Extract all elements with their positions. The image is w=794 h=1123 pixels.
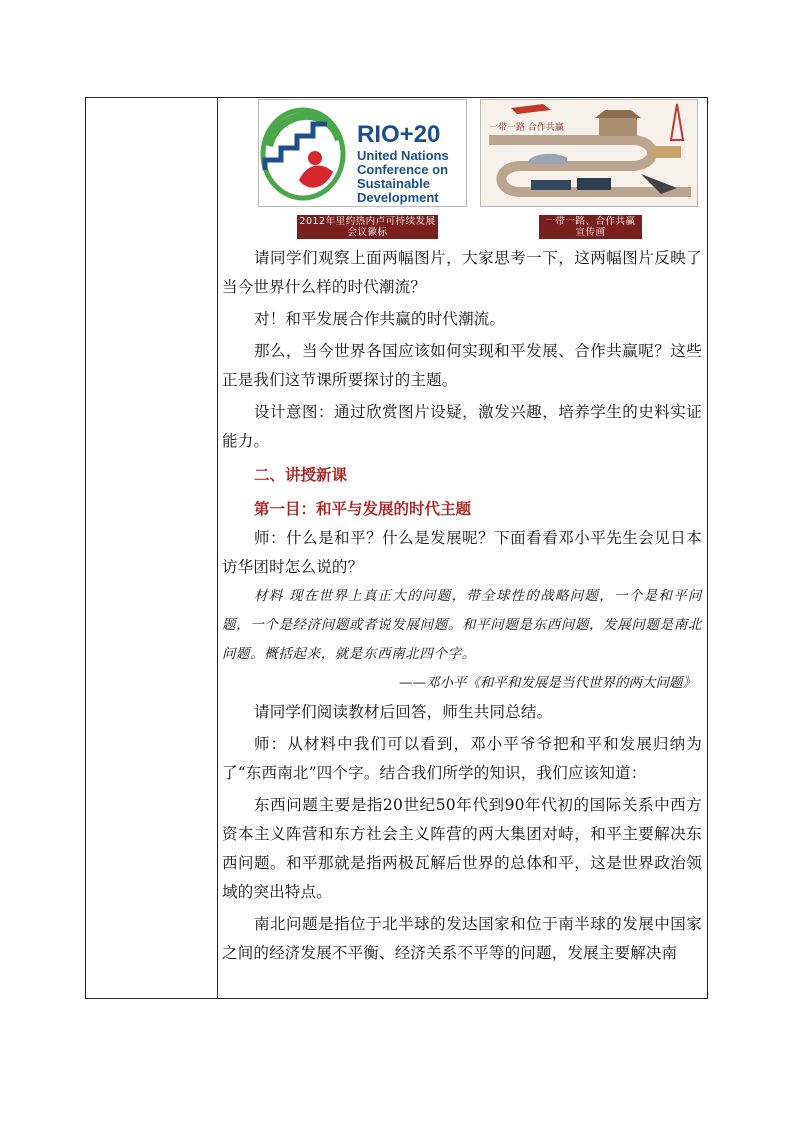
table-left-cell	[86, 98, 217, 998]
rio20-logo-image	[258, 99, 467, 207]
subsection-heading-peace-development: 第一目：和平与发展的时代主题	[254, 499, 472, 518]
paragraph-read-textbook: 请同学们阅读教材后回答，师生共同总结。	[254, 703, 553, 721]
paragraph-teacher-summary: 师：从材料中我们可以看到，邓小平爷爷把和平和发展归纳为了“东西南北”四个字。结合我们所学的知识，我们应该知道：	[222, 735, 702, 782]
belt-road-poster-svg	[481, 100, 697, 206]
rio20-logo-svg	[259, 100, 466, 206]
quote-source: ——邓小平《和平和发展是当代世界的两大问题》	[399, 675, 696, 691]
rio-line-1: United Nations	[357, 148, 449, 163]
table-column-divider	[217, 98, 218, 998]
belt-road-poster-image	[480, 99, 698, 207]
paragraph-teacher-question: 师：什么是和平？什么是发展呢？下面看看邓小平先生会见日本访华团时怎么说的？	[222, 529, 702, 576]
belt-caption: 一带一路、合作共赢宣传画	[539, 215, 642, 239]
rio-title-text: RIO+20	[357, 121, 441, 148]
section-heading-new-lesson: 二、讲授新课	[254, 465, 348, 484]
paragraph-question: 那么，当今世界各国应该如何实现和平发展、合作共赢呢？这些正是我们这节课所要探讨的主题。	[222, 342, 702, 389]
paragraph-observe-images: 请同学们观察上面两幅图片，大家思考一下，这两幅图片反映了当今世界什么样的时代潮流？	[222, 249, 702, 296]
rio-caption: 2012年里约热内卢可持续发展会议徽标	[297, 215, 438, 239]
rio-line-3: Sustainable	[357, 176, 430, 191]
paragraph-east-west: 东西问题主要是指20世纪50年代到90年代初的国际关系中西方资本主义阵营和东方社会主义阵营的两大集团对峙，和平主要解决东西问题。和平那就是指两极瓦解后世界的总体和平，这是世界政治领域的突出特点。	[222, 796, 702, 901]
belt-title-text: 一带一路 合作共赢	[489, 123, 564, 133]
lesson-text	[222, 244, 702, 968]
material-quote: 材料 现在世界上真正大的问题，带全球性的战略问题，一个是和平问题，一个是经济问题或者说发展问题。和平问题是东西问题，发展问题是南北问题。概括起来，就是东西南北四个字。	[222, 588, 702, 662]
paragraph-answer: 对！和平发展合作共赢的时代潮流。	[254, 310, 506, 328]
rio-line-4: Development	[357, 190, 439, 205]
paragraph-north-south: 南北问题是指位于北半球的发达国家和位于南半球的发展中国家之间的经济发展不平衡、经济关系不平等的问题，发展主要解决南	[222, 915, 702, 962]
rio-line-2: Conference on	[357, 162, 449, 177]
paragraph-design-intent: 设计意图：通过欣赏图片设疑，激发兴趣，培养学生的史料实证能力。	[222, 403, 702, 450]
